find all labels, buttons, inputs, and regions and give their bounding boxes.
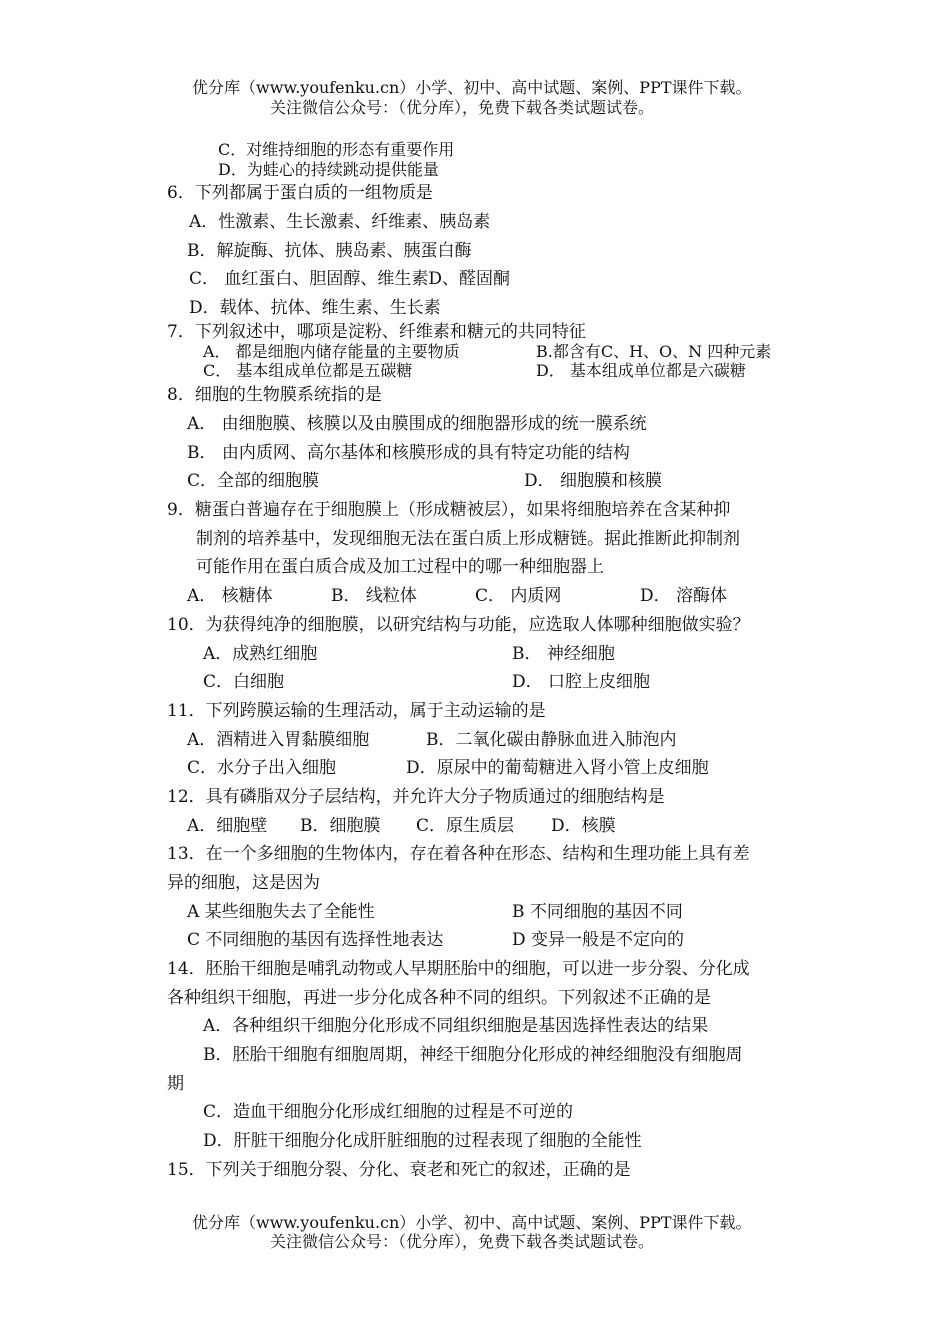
q6-stem: 6．下列都属于蛋白质的一组物质是 bbox=[167, 183, 433, 203]
q9-option-b: B． 线粒体 bbox=[331, 586, 417, 606]
q7-option-b: B.都含有C、H、O、N 四种元素 bbox=[536, 342, 772, 361]
q13-option-c: C 不同细胞的基因有选择性地表达 bbox=[187, 930, 444, 950]
q6-option-d: D．载体、抗体、维生素、生长素 bbox=[189, 298, 441, 318]
q10-option-b: B． 神经细胞 bbox=[512, 644, 615, 664]
q8-option-d: D． 细胞膜和核膜 bbox=[524, 471, 663, 491]
q15-stem: 15．下列关于细胞分裂、分化、衰老和死亡的叙述，正确的是 bbox=[167, 1160, 631, 1180]
q12-stem: 12．具有磷脂双分子层结构，并允许大分子物质通过的细胞结构是 bbox=[167, 787, 665, 807]
q14-stem-line-1: 14．胚胎干细胞是哺乳动物或人早期胚胎中的细胞，可以进一步分裂、分化成 bbox=[167, 959, 750, 979]
q13-option-b: B 不同细胞的基因不同 bbox=[512, 902, 683, 922]
q8-option-b: B． 由内质网、高尔基体和核膜形成的具有特定功能的结构 bbox=[187, 443, 630, 463]
q14-option-a: A．各种组织干细胞分化形成不同组织细胞是基因选择性表达的结果 bbox=[203, 1016, 709, 1036]
q5-option-c: C．对维持细胞的形态有重要作用 bbox=[218, 140, 455, 159]
q8-stem: 8．细胞的生物膜系统指的是 bbox=[167, 385, 382, 405]
q12-option-c: C．原生质层 bbox=[416, 816, 515, 836]
q11-option-a: A．酒精进入胃黏膜细胞 bbox=[187, 730, 370, 750]
q9-stem-line-1: 9．糖蛋白普遍存在于细胞膜上（形成糖被层），如果将细胞培养在含某种抑 bbox=[167, 500, 731, 520]
q8-option-c: C．全部的细胞膜 bbox=[187, 471, 320, 491]
q11-option-b: B．二氧化碳由静脉血进入肺泡内 bbox=[426, 730, 677, 750]
q11-stem: 11．下列跨膜运输的生理活动，属于主动运输的是 bbox=[167, 701, 546, 721]
q7-option-c: C． 基本组成单位都是五碳糖 bbox=[203, 361, 413, 380]
q12-option-a: A．细胞壁 bbox=[187, 816, 268, 836]
q13-stem-line-1: 13．在一个多细胞的生物体内，存在着各种在形态、结构和生理功能上具有差 bbox=[167, 844, 750, 864]
header-line-1: 优分库（www.youfenku.cn）小学、初中、高中试题、案例、PPT课件下载。 bbox=[192, 78, 752, 97]
q10-option-a: A．成熟红细胞 bbox=[203, 644, 318, 664]
footer-line-1: 优分库（www.youfenku.cn）小学、初中、高中试题、案例、PPT课件下载。 bbox=[192, 1213, 752, 1232]
q11-option-d: D．原尿中的葡萄糖进入肾小管上皮细胞 bbox=[406, 758, 709, 778]
q14-option-b-line-2: 期 bbox=[167, 1074, 184, 1094]
q14-option-b-line-1: B．胚胎干细胞有细胞周期，神经干细胞分化形成的神经细胞没有细胞周 bbox=[203, 1045, 743, 1065]
q10-option-d: D． 口腔上皮细胞 bbox=[512, 672, 651, 692]
q9-option-a: A． 核糖体 bbox=[187, 586, 273, 606]
q10-stem: 10．为获得纯净的细胞膜，以研究结构与功能，应选取人体哪种细胞做实验？ bbox=[167, 615, 750, 635]
q14-option-d: D．肝脏干细胞分化成肝脏细胞的过程表现了细胞的全能性 bbox=[203, 1131, 642, 1151]
q6-option-b: B．解旋酶、抗体、胰岛素、胰蛋白酶 bbox=[187, 241, 472, 261]
q14-option-c: C．造血干细胞分化形成红细胞的过程是不可逆的 bbox=[203, 1102, 574, 1122]
q8-option-a: A． 由细胞膜、核膜以及由膜围成的细胞器形成的统一膜系统 bbox=[187, 414, 647, 434]
footer-line-2: 关注微信公众号：（优分库），免费下载各类试题试卷。 bbox=[270, 1232, 655, 1251]
q12-option-b: B．细胞膜 bbox=[300, 816, 381, 836]
q6-option-c: C． 血红蛋白、胆固醇、维生素D、醛固酮 bbox=[189, 269, 511, 289]
q13-stem-line-2: 异的细胞，这是因为 bbox=[167, 873, 320, 893]
q9-stem-line-2: 制剂的培养基中，发现细胞无法在蛋白质上形成糖链。据此推断此抑制剂 bbox=[196, 529, 740, 549]
q9-option-d: D． 溶酶体 bbox=[640, 586, 728, 606]
header-line-2: 关注微信公众号：（优分库），免费下载各类试题试卷。 bbox=[270, 98, 655, 117]
q13-option-d: D 变异一般是不定向的 bbox=[512, 930, 685, 950]
q6-option-a: A．性激素、生长激素、纤维素、胰岛素 bbox=[189, 212, 491, 232]
q7-option-d: D． 基本组成单位都是六碳糖 bbox=[536, 361, 746, 380]
q10-option-c: C．白细胞 bbox=[203, 672, 285, 692]
q9-stem-line-3: 可能作用在蛋白质合成及加工过程中的哪一种细胞器上 bbox=[196, 557, 604, 577]
q7-option-a: A． 都是细胞内储存能量的主要物质 bbox=[203, 342, 460, 361]
q14-stem-line-2: 各种组织干细胞，再进一步分化成各种不同的组织。下列叙述不正确的是 bbox=[167, 988, 711, 1008]
q5-option-d: D．为蛙心的持续跳动提供能量 bbox=[218, 160, 439, 179]
q11-option-c: C．水分子出入细胞 bbox=[187, 758, 337, 778]
q7-stem: 7．下列叙述中，哪项是淀粉、纤维素和糖元的共同特征 bbox=[167, 322, 586, 342]
q12-option-d: D．核膜 bbox=[551, 816, 616, 836]
q13-option-a: A 某些细胞失去了全能性 bbox=[187, 902, 375, 922]
q9-option-c: C． 内质网 bbox=[475, 586, 562, 606]
